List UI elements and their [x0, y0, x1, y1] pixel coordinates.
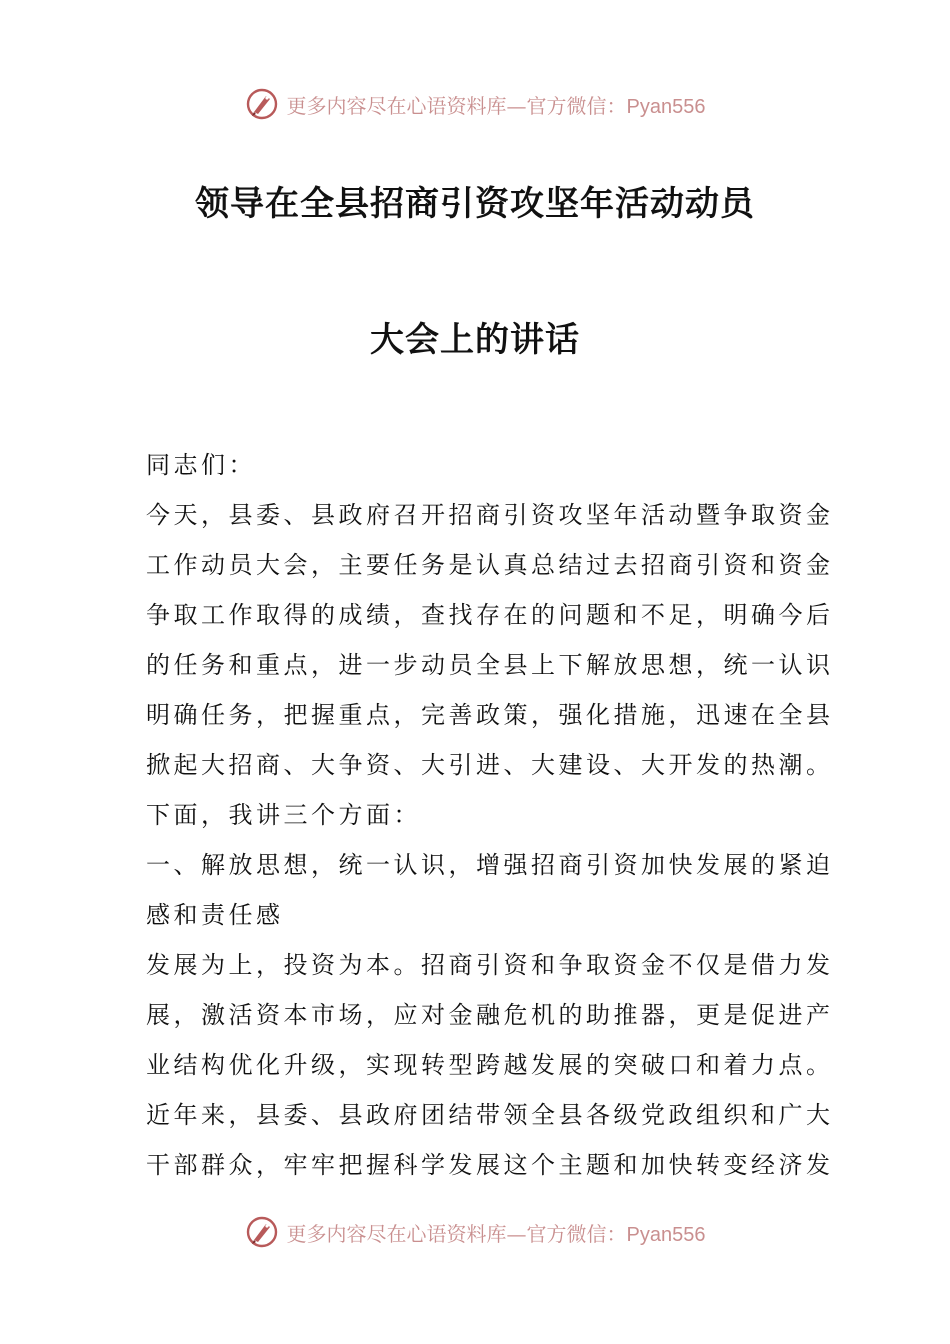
- text-line: 的任务和重点，进一步动员全县上下解放思想，统一认识: [146, 651, 834, 679]
- text-line: 同志们：: [146, 451, 256, 479]
- text-line: 展，激活资本市场，应对金融危机的助推器，更是促进产: [146, 1001, 834, 1029]
- text-line: 今天，县委、县政府召开招商引资攻坚年活动暨争取资金: [146, 501, 834, 529]
- text-line: 工作动员大会，主要任务是认真总结过去招商引资和资金: [146, 551, 834, 579]
- document-body: [146, 446, 834, 1196]
- section-heading-line: 一、解放思想，统一认识，增强招商引资加快发展的紧迫: [146, 851, 834, 879]
- banner-wechat-id: Pyan556: [626, 95, 706, 118]
- text-line: 掀起大招商、大争资、大引进、大建设、大开发的热潮。: [146, 751, 834, 779]
- banner-slogan: 更多内容尽在心语资料库—官方微信：: [286, 1221, 627, 1246]
- footer-banner: [0, 1212, 950, 1252]
- document-title-line-1: 领导在全县招商引资攻坚年活动动员: [195, 184, 755, 224]
- section-heading-line: 感和责任感: [146, 901, 284, 929]
- text-line: 争取工作取得的成绩，查找存在的问题和不足，明确今后: [146, 601, 834, 629]
- banner-slogan: 更多内容尽在心语资料库—官方微信：: [286, 93, 627, 118]
- text-line: 业结构优化升级，实现转型跨越发展的突破口和着力点。: [146, 1051, 834, 1079]
- pen-nib-logo-icon: [245, 87, 279, 121]
- banner-text: [287, 1218, 706, 1247]
- text-line: 干部群众，牢牢把握科学发展这个主题和加快转变经济发: [146, 1151, 834, 1179]
- text-line: 下面，我讲三个方面：: [146, 801, 421, 829]
- pen-nib-logo-icon: [245, 1215, 279, 1249]
- header-banner: [0, 84, 950, 124]
- text-line: 发展为上，投资为本。招商引资和争取资金不仅是借力发: [146, 951, 834, 979]
- text-line: 近年来，县委、县政府团结带领全县各级党政组织和广大: [146, 1101, 834, 1129]
- banner-text: [287, 90, 706, 119]
- text-line: 明确任务，把握重点，完善政策，强化措施，迅速在全县: [146, 701, 834, 729]
- document-title-line-2: 大会上的讲话: [370, 320, 580, 360]
- banner-wechat-id: Pyan556: [626, 1223, 706, 1246]
